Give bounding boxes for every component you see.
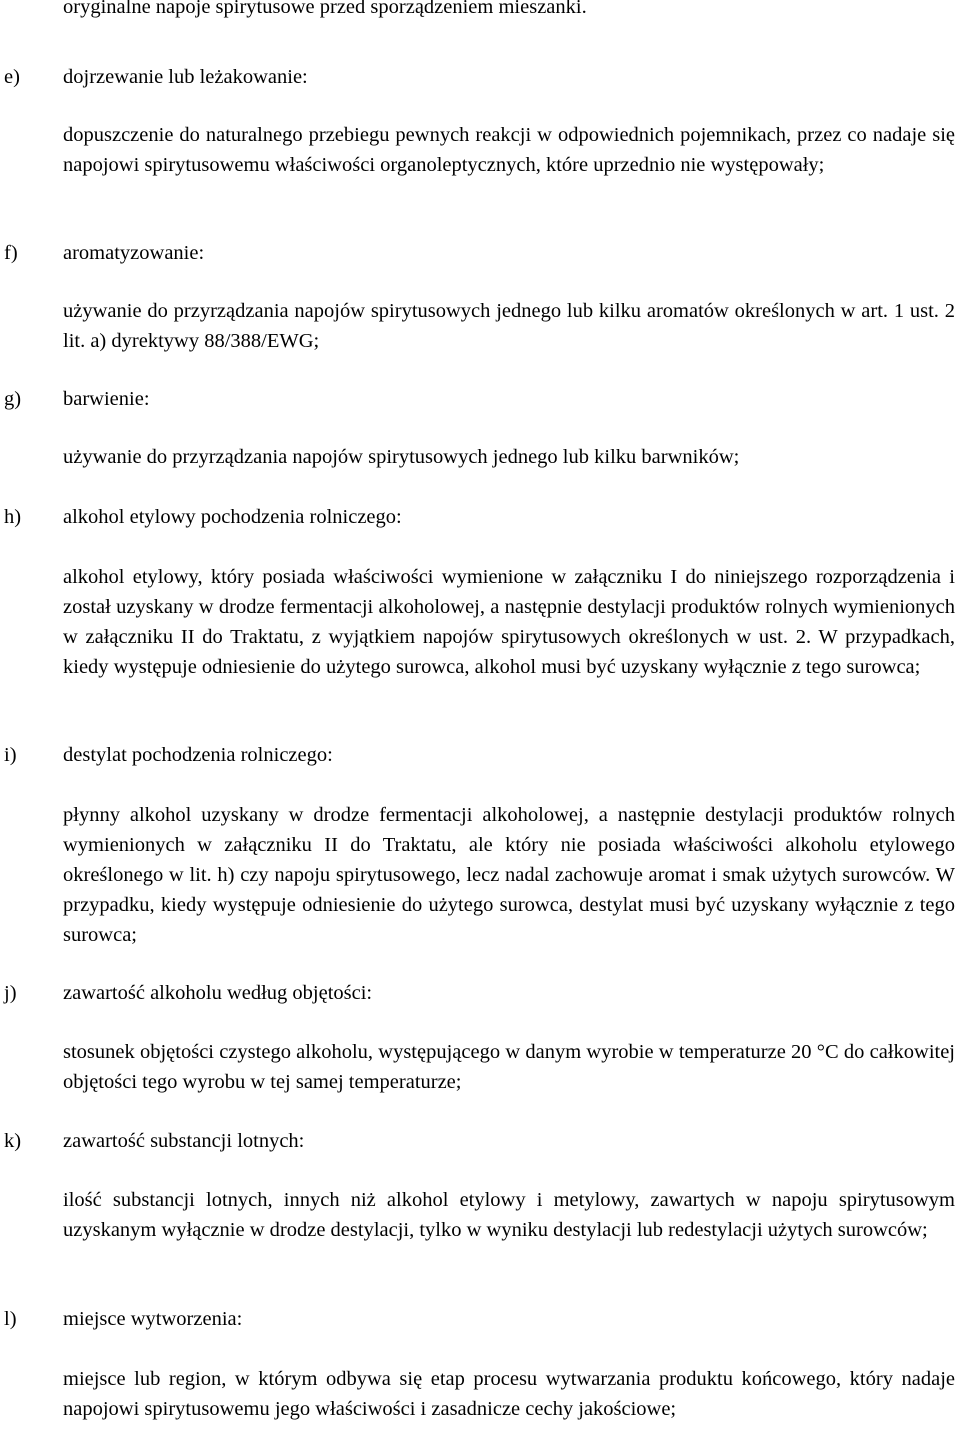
item-j-marker: j) [4,982,17,1004]
item-j-definition: stosunek objętości czystego alkoholu, występującego w danym wyrobie w temperaturze 20 °C do całkowitej objętości tego wyrobu w tej samej temperaturze; [63,1041,955,1093]
item-l-marker: l) [4,1308,17,1330]
item-k-definition: ilość substancji lotnych, innych niż alkohol etylowy i metylowy, zawartych w napoju spirytusowym uzyskanym wyłącznie w drodze destylacji, tylko w wyniku destylacji lub redestylacji użytych surowców; [63,1189,955,1241]
item-h-term: alkohol etylowy pochodzenia rolniczego: [63,506,402,528]
item-l-definition: miejsce lub region, w którym odbywa się etap procesu wytwarzania produktu końcowego, który nadaje napojowi spirytusowemu jego właściwości i zasadnicze cechy jakościowe; [63,1368,955,1420]
intro-tail-text: oryginalne napoje spirytusowe przed sporządzeniem mieszanki. [63,0,587,18]
item-i-definition: płynny alkohol uzyskany w drodze fermentacji alkoholowej, a następnie destylacji produktów rolnych wymienionych w załączniku II do Traktatu, ale który nie posiada właściwości alkoholu etylowego określonego w lit. h) czy napoju spirytusowego, lecz nadal zachowuje aromat i smak użytych surowców. W przypadku, kiedy występuje odniesienie do użytego surowca, destylat musi być uzyskany wyłącznie z tego surowca; [63,804,955,946]
item-f-marker: f) [4,242,18,264]
item-l-term: miejsce wytworzenia: [63,1308,243,1330]
item-e-definition: dopuszczenie do naturalnego przebiegu pewnych reakcji w odpowiednich pojemnikach, przez co nadaje się napojowi spirytusowemu właściwości organoleptycznych, które uprzednio nie występowały; [63,124,955,176]
item-f-term: aromatyzowanie: [63,242,205,264]
item-g-marker: g) [4,388,22,410]
item-h-marker: h) [4,506,22,528]
item-k-marker: k) [4,1130,22,1152]
item-g-term: barwienie: [63,388,150,410]
item-k-term: zawartość substancji lotnych: [63,1130,305,1152]
item-j-term: zawartość alkoholu według objętości: [63,982,373,1004]
item-h-definition: alkohol etylowy, który posiada właściwości wymienione w załączniku I do niniejszego rozporządzenia i został uzyskany w drodze fermentacji alkoholowej, a następnie destylacji produktów rolnych wymienionych w załączniku II do Traktatu, z wyjątkiem napojów spirytusowych określonych w ust. 2. W przypadkach, kiedy występuje odniesienie do użytego surowca, alkohol musi być uzyskany wyłącznie z tego surowca; [63,566,955,678]
item-e-marker: e) [4,66,20,88]
item-g-definition: używanie do przyrządzania napojów spirytusowych jednego lub kilku barwników; [63,446,740,468]
item-i-term: destylat pochodzenia rolniczego: [63,744,333,766]
item-i-marker: i) [4,744,17,766]
item-e-term: dojrzewanie lub leżakowanie: [63,66,308,88]
item-f-definition: używanie do przyrządzania napojów spirytusowych jednego lub kilku aromatów określonych w art. 1 ust. 2 lit. a) dyrektywy 88/388/EWG; [63,300,955,352]
